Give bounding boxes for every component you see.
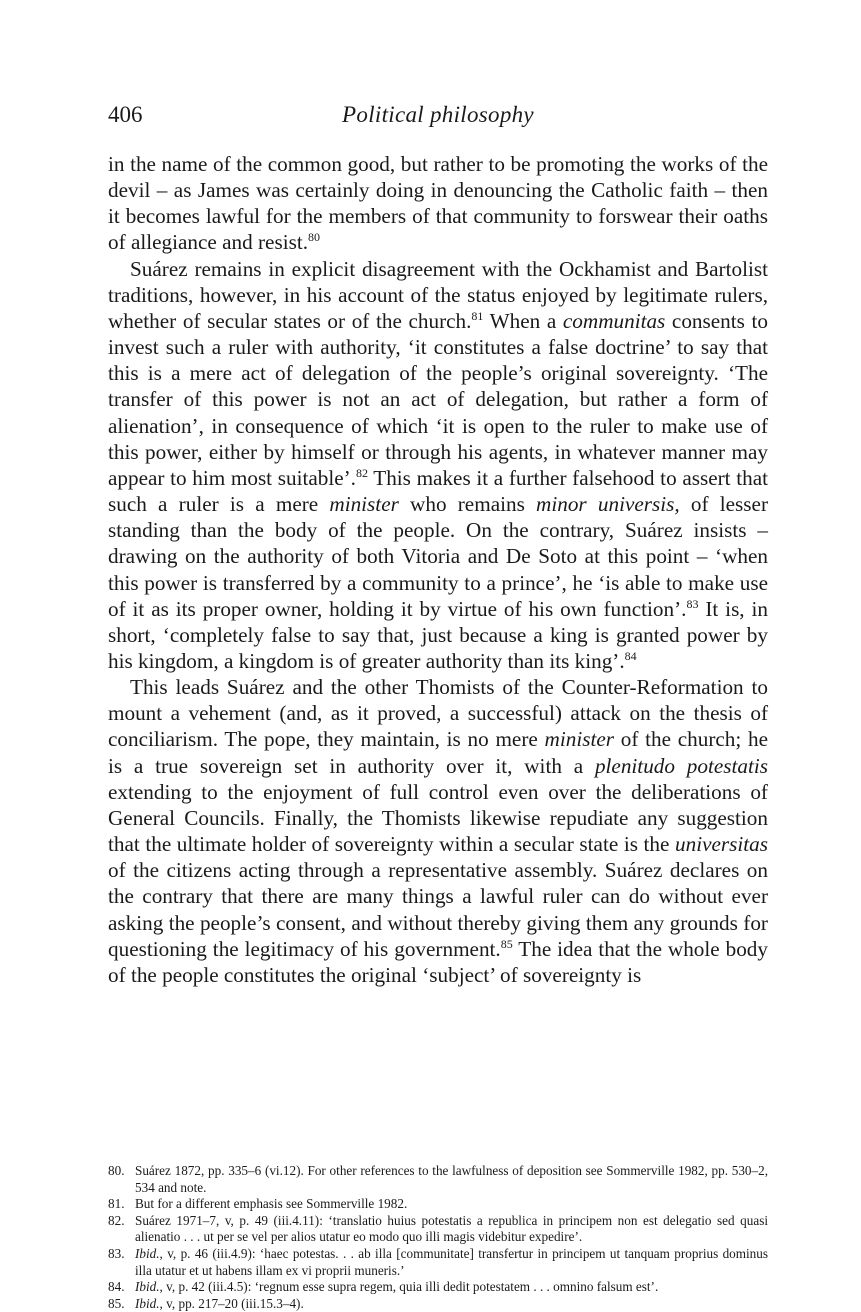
- footnote-number: 80.: [108, 1163, 125, 1178]
- footnote-number: 85.: [108, 1295, 125, 1311]
- footnote: [108, 1213, 768, 1246]
- text-run: Suárez remains in explicit disagreement with the Ockhamist and Bartolist traditions, however, in his account of the status enjoyed by legitimate rulers, whether of secular states or of the church.: [108, 256, 768, 333]
- italic-text: Ibid.: [135, 1245, 160, 1261]
- running-title: Political philosophy: [342, 102, 534, 127]
- text-run: consents to invest such a ruler with authority, ‘it constitutes a false doctrine’ to say that this is a mere act of delegation of the people’s original sovereignty. ‘The transfer of this power is not an act of delegation, but rather a form of alienation’, in consequence of which ‘it is open to the ruler to make use of this power, either by himself or through his agents, in whatever manner may appear to him most suitable’.: [108, 308, 768, 490]
- italic-text: universitas: [675, 832, 768, 857]
- text-run: , v, p. 42 (iii.4.5): ‘regnum esse supra regem, quia illi dedit potestatem . . . omnino falsum est’.: [159, 1279, 659, 1295]
- text-run: Suárez 1872, pp. 335–6 (vi.12). For other references to the lawfulness of deposition see Sommerville 1982, pp. 530–2, 534 and note.: [135, 1163, 768, 1195]
- italic-text: communitas: [562, 308, 666, 333]
- text-run: , v, pp. 217–20 (iii.15.3–4).: [159, 1295, 304, 1311]
- main-text: [108, 151, 768, 988]
- italic-text: plenitudo potestatis: [594, 753, 768, 778]
- text-run: But for a different emphasis see Sommerville 1982.: [135, 1196, 408, 1212]
- italic-text: minor universis,: [536, 492, 680, 517]
- paragraph-2: [108, 256, 768, 675]
- paragraph-3: [108, 674, 768, 988]
- text-run: This leads Suárez and the other Thomists of the Counter-Reformation to mount a vehement (and, as it proved, a successful) attack on the thesis of conciliarism. The pope, they maintain, is no mere: [108, 675, 768, 752]
- text-run: It is, in short, ‘completely false to say that, just because a king is granted power by his kingdom, a kingdom is of greater authority than its king’.: [108, 596, 768, 673]
- footnote: [108, 1163, 768, 1196]
- footnote: [108, 1246, 768, 1279]
- footnote-number: 81.: [108, 1196, 125, 1212]
- footnote: [108, 1296, 768, 1312]
- text-run: This makes it a further falsehood to assert that such a ruler is a mere: [108, 465, 768, 517]
- italic-text: Ibid.: [135, 1295, 160, 1311]
- text-run: of the church; he is a true sovereign set in authority over it, with a: [108, 727, 768, 778]
- text-run: extending to the enjoyment of full control even over the deliberations of General Councils. Finally, the Thomists likewise repudiate any suggestion that the ultimate holder of sovereignty within a secular state is the: [108, 779, 768, 857]
- footnote-text: [135, 1213, 768, 1245]
- footnote-ref: 82: [355, 465, 368, 480]
- text-run: in the name of the common good, but rather to be promoting the works of the devil – as James was certainly doing in denouncing the Catholic faith – then it becomes lawful for the members of that community to forswear their oaths of allegiance and resist.: [108, 152, 768, 255]
- footnotes: [108, 1163, 768, 1312]
- italic-text: Ibid.: [135, 1279, 160, 1295]
- footnote-ref: 83: [686, 596, 699, 611]
- page-number: 406: [108, 102, 143, 127]
- footnote-ref: 81: [471, 308, 484, 323]
- italic-text: minister: [329, 492, 399, 517]
- text-run: of the citizens acting through a representative assembly. Suárez declares on the contrary that there are many things a lawful ruler can do without ever asking the people’s consent, and without thereby giving them any grounds for questioning the legitimacy of his government.: [108, 858, 768, 961]
- text-run: The idea that the whole body of the people constitutes the original ‘subject’ of sovereignty is: [108, 936, 768, 987]
- footnote: [108, 1279, 768, 1296]
- footnote-text: [135, 1296, 304, 1311]
- footnote-number: 84.: [108, 1279, 125, 1295]
- footnote-number: 83.: [108, 1245, 125, 1261]
- footnote-number: 82.: [108, 1212, 125, 1228]
- footnote: [108, 1196, 768, 1213]
- footnote-ref: 84: [624, 648, 637, 663]
- text-run: of lesser standing than the body of the people. On the contrary, Suárez insists – drawing on the authority of both Vitoria and De Soto at this point – ‘when this power is transferred by a community to a prince’, he ‘is able to make use of it as its proper owner, holding it by virtue of his own function’.: [108, 492, 769, 621]
- text-run: When a: [483, 308, 563, 333]
- paragraph-1: [108, 151, 768, 256]
- footnote-text: [135, 1246, 768, 1278]
- text-run: , v, p. 46 (iii.4.9): ‘haec potestas. . . ab illa [communitate] transfertur in principem ut tanquam proprius dominus illa utatur et ut habens illam ex vi proprii muneris.’: [135, 1245, 768, 1278]
- italic-text: minister: [544, 727, 614, 752]
- running-header: [108, 102, 768, 134]
- footnote-ref: 85: [500, 936, 513, 951]
- footnote-text: [135, 1163, 768, 1195]
- footnote-ref: 80: [308, 230, 321, 245]
- text-run: Suárez 1971–7, v, p. 49 (iii.4.11): ‘translatio huius potestatis a republica in principem non est delegatio sed quasi alienatio . . . ut per se vel per alios utatur eo modo quo illi magis videbitur expedire’.: [135, 1212, 768, 1245]
- text-run: who remains: [398, 492, 537, 517]
- footnote-text: [135, 1196, 407, 1211]
